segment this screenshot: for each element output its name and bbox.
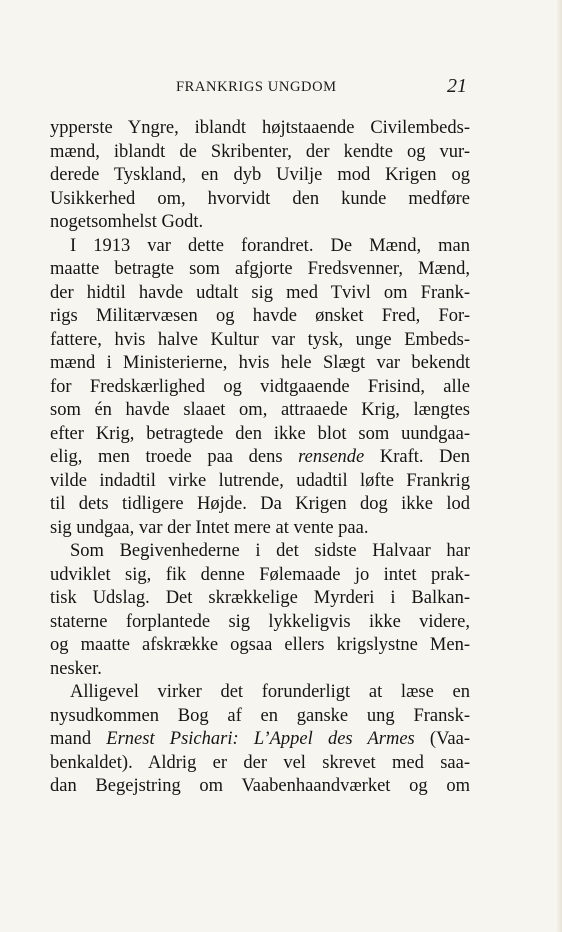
- text-line: vilde indadtil virke lutrende, udadtil løfte Frankrig: [50, 470, 470, 491]
- text-line: benkaldet). Aldrig er der vel skrevet med saa-: [50, 752, 470, 773]
- text-line: rigs Militærvæsen og havde ønsket Fred, For-: [50, 306, 470, 326]
- text-line: staterne forplantede sig lykkeligvis ikke videre,: [50, 611, 470, 632]
- text-line: nysudkommen Bog af en ganske ung Fransk-: [50, 705, 470, 726]
- page-header: [0, 72, 562, 102]
- text-line: for Fredskærlighed og vidtgaaende Frisind, alle: [50, 376, 470, 397]
- text-line: mænd i Ministerierne, hvis hele Slægt var bekendt: [50, 353, 470, 373]
- text-line: derede Tyskland, en dyb Uvilje mod Krigen og: [50, 165, 470, 185]
- italic-emphasis: rensende: [298, 447, 365, 467]
- text-line: udviklet sig, fik denne Følemaade jo intet prak-: [50, 564, 470, 585]
- text-line: og maatte afskrække ogsaa ellers krigslystne Men-: [50, 635, 470, 655]
- text-line: I 1913 var dette forandret. De Mænd, man: [70, 235, 470, 256]
- text-segment: elig, men troede paa dens: [50, 447, 299, 467]
- text-line: dan Begejstring om Vaabenhaandværket og om: [50, 776, 470, 796]
- text-line: nogetsomhelst Godt.: [50, 212, 204, 232]
- text-line: ypperste Yngre, iblandt højtstaaende Civilembeds-: [50, 118, 470, 138]
- text-line: efter Krig, betragtede den ikke blot som uundgaa-: [50, 423, 470, 444]
- text-line: til dets tidligere Højde. Da Krigen dog ikke lod: [50, 494, 470, 514]
- body-text: [50, 117, 470, 799]
- text-line: som én havde slaaet om, attraaede Krig, længtes: [50, 400, 470, 420]
- text-line: Usikkerhed om, hvorvidt den kunde medføre: [50, 188, 470, 209]
- text-line: sig undgaa, var der Intet mere at vente paa.: [50, 517, 369, 538]
- text-line: Som Begivenhederne i det sidste Halvaar har: [70, 541, 470, 561]
- running-title: FRANKRIGS UNGDOM: [176, 79, 337, 95]
- text-line: mænd, iblandt de Skribenter, der kendte og vur-: [50, 141, 470, 162]
- text-segment: mand: [50, 729, 107, 749]
- text-line: nesker.: [50, 658, 102, 679]
- text-line: tisk Udslag. Det skrækkelige Myrderi i Balkan-: [50, 588, 470, 608]
- text-segment: Kraft. Den: [364, 447, 470, 467]
- page-edge-shadow: [556, 0, 562, 932]
- page-number: 21: [447, 75, 467, 97]
- text-line: der hidtil havde udtalt sig med Tvivl om Frank-: [50, 282, 470, 303]
- text-line: fattere, hvis halve Kultur var tysk, unge Embeds-: [50, 329, 470, 350]
- text-line: [50, 728, 470, 752]
- text-line: [50, 446, 470, 470]
- text-segment: (Vaa-: [414, 729, 470, 749]
- book-title-italic: Ernest Psichari: L’Appel des Armes: [106, 729, 415, 749]
- text-line: maatte betragte som afgjorte Fredsvenner, Mænd,: [50, 259, 470, 279]
- text-line: Alligevel virker det forunderligt at læse en: [70, 682, 470, 702]
